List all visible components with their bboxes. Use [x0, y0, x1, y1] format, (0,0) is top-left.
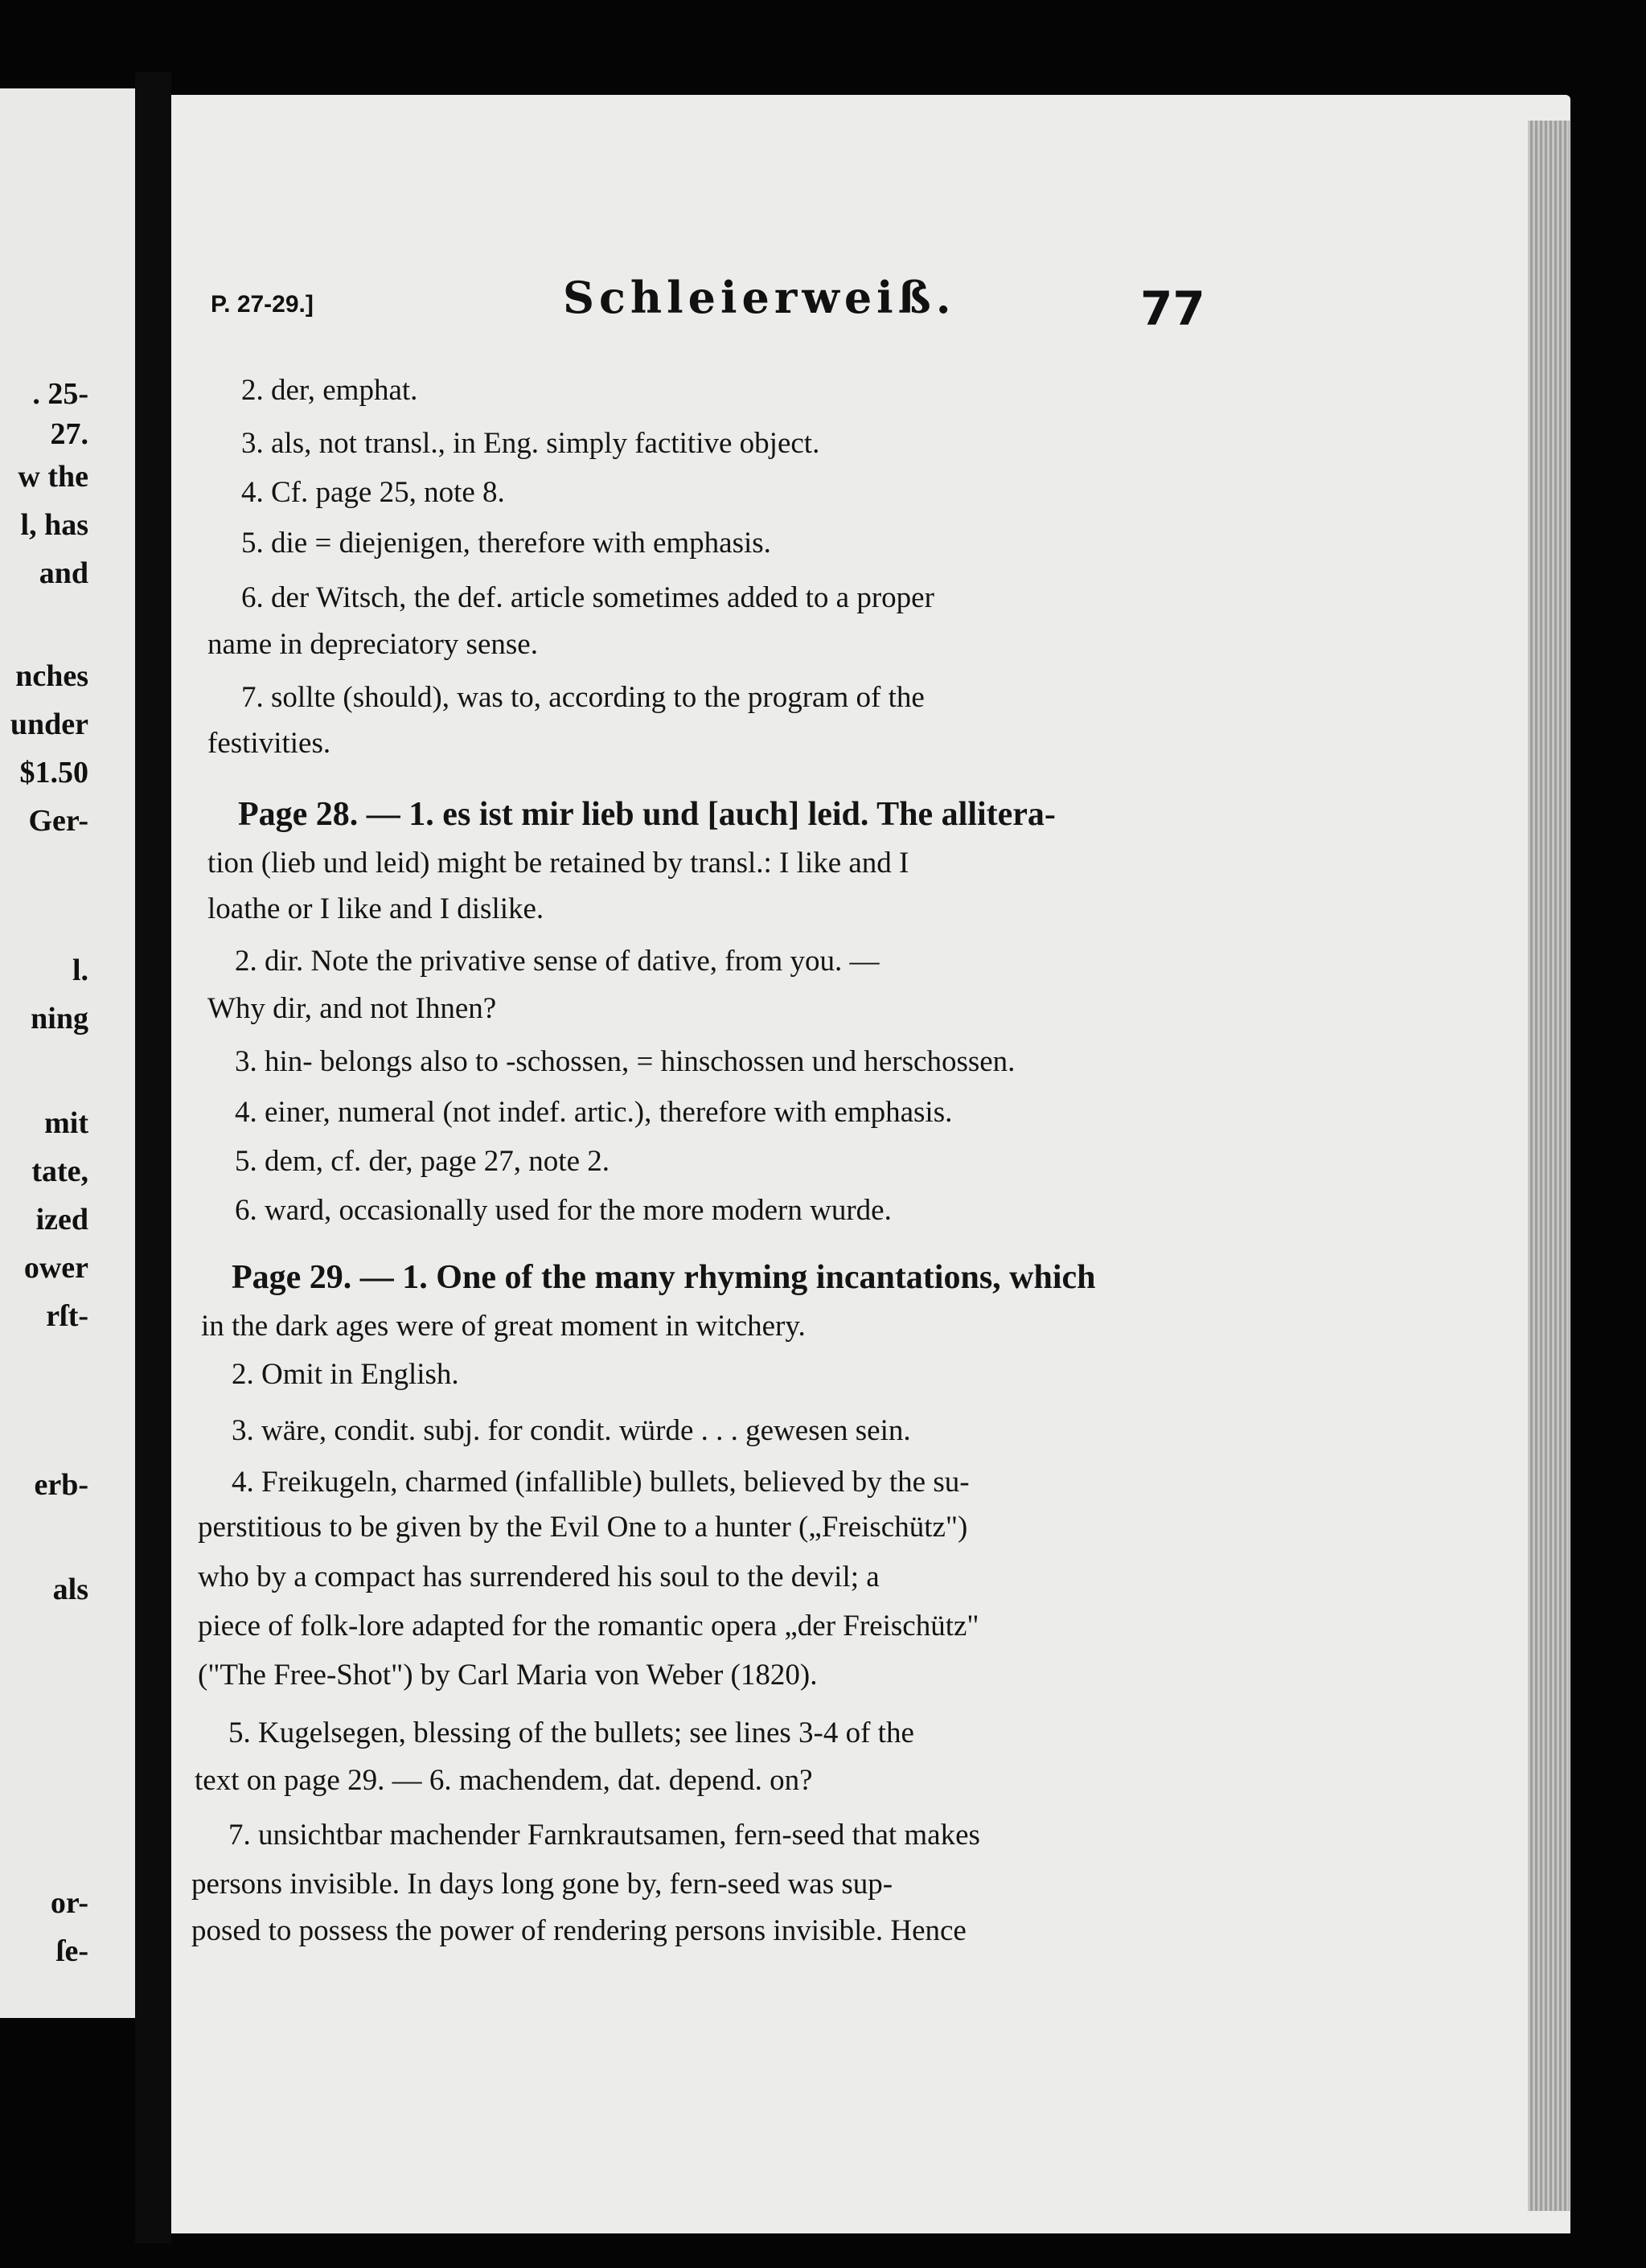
facing-page-line: . 25-27. — [32, 377, 88, 451]
facing-page-line: under — [10, 707, 88, 741]
facing-page-line: tate, — [31, 1155, 88, 1188]
note-line: 3. hin- belongs also to -schossen, = hinschossen und herschossen. — [235, 1045, 1016, 1078]
note-line: 5. Kugelsegen, blessing of the bullets; see lines 3-4 of the — [228, 1716, 914, 1749]
note-line: perstitious to be given by the Evil One to a hunter („Freischütz") — [198, 1511, 968, 1544]
note-line: 3. wäre, condit. subj. for condit. würde . . . gewesen sein. — [232, 1414, 911, 1447]
note-line: tion (lieb und leid) might be retained by transl.: I like and I — [207, 847, 909, 880]
note-line: who by a compact has surrendered his soul to the devil; a — [198, 1561, 880, 1593]
note-line: in the dark ages were of great moment in witchery. — [201, 1310, 806, 1343]
page-number: 77 — [1140, 281, 1205, 336]
note-line: 6. ward, occasionally used for the more modern wurde. — [235, 1194, 892, 1227]
note-line: 3. als, not transl., in Eng. simply factitive object. — [241, 427, 820, 460]
note-line: name in depreciatory sense. — [207, 628, 538, 661]
note-line: 5. dem, cf. der, page 27, note 2. — [235, 1145, 610, 1178]
note-line: 4. Cf. page 25, note 8. — [241, 476, 505, 509]
page-range: P. 27-29.] — [211, 291, 314, 318]
note-line: 7. sollte (should), was to, according to the program of the — [241, 681, 925, 714]
note-line: 2. der, emphat. — [241, 374, 418, 407]
facing-page-line: $1.50 — [19, 756, 88, 789]
facing-page-line: w the — [18, 460, 88, 494]
running-title: Schleierweiß. — [563, 272, 956, 323]
note-line: posed to possess the power of rendering persons invisible. Hence — [191, 1914, 967, 1947]
facing-page-line: ower — [23, 1251, 88, 1285]
note-line: text on page 29. — 6. machendem, dat. depend. on? — [195, 1764, 813, 1797]
note-line: 7. unsichtbar machender Farnkrautsamen, fern-seed that makes — [228, 1819, 980, 1852]
facing-page-line: rſt- — [46, 1299, 88, 1333]
facing-page-line: or- — [50, 1886, 88, 1920]
note-line: 4. Freikugeln, charmed (infallible) bullets, believed by the su- — [232, 1466, 970, 1499]
note-line: 2. Omit in English. — [232, 1358, 459, 1391]
facing-page-line: nches — [15, 659, 88, 693]
facing-page-line: ſe- — [55, 1934, 88, 1968]
page-28-heading: Page 28. — 1. es ist mir lieb und [auch] leid. The allitera- — [238, 796, 1056, 833]
facing-page-line: ized — [35, 1203, 88, 1237]
note-line: loathe or I like and I dislike. — [207, 892, 544, 925]
facing-page-line: and — [39, 556, 88, 590]
note-line: persons invisible. In days long gone by, fern-seed was sup- — [191, 1868, 893, 1901]
note-line: 4. einer, numeral (not indef. artic.), therefore with emphasis. — [235, 1096, 953, 1129]
facing-page-line: mit — [44, 1106, 88, 1140]
facing-page-line: ning — [31, 1002, 88, 1036]
note-line: ("The Free-Shot") by Carl Maria von Weber (1820). — [198, 1659, 818, 1692]
facing-page-line: erb- — [34, 1468, 88, 1502]
page-29-heading: Page 29. — 1. One of the many rhyming incantations, which — [232, 1259, 1096, 1296]
note-line: 6. der Witsch, the def. article sometimes added to a proper — [241, 581, 934, 614]
note-line: 2. dir. Note the privative sense of dative, from you. — — [235, 945, 880, 978]
note-line: 5. die = diejenigen, therefore with emphasis. — [241, 527, 771, 560]
facing-page-line: Ger- — [28, 804, 88, 838]
note-line: festivities. — [207, 727, 331, 760]
facing-page-line: l, has — [20, 508, 88, 542]
facing-page-line: als — [52, 1573, 88, 1606]
facing-page-line: l. — [72, 954, 88, 987]
note-line: piece of folk-lore adapted for the romantic opera „der Freischütz" — [198, 1610, 979, 1643]
note-line: Why dir, and not Ihnen? — [207, 992, 497, 1025]
